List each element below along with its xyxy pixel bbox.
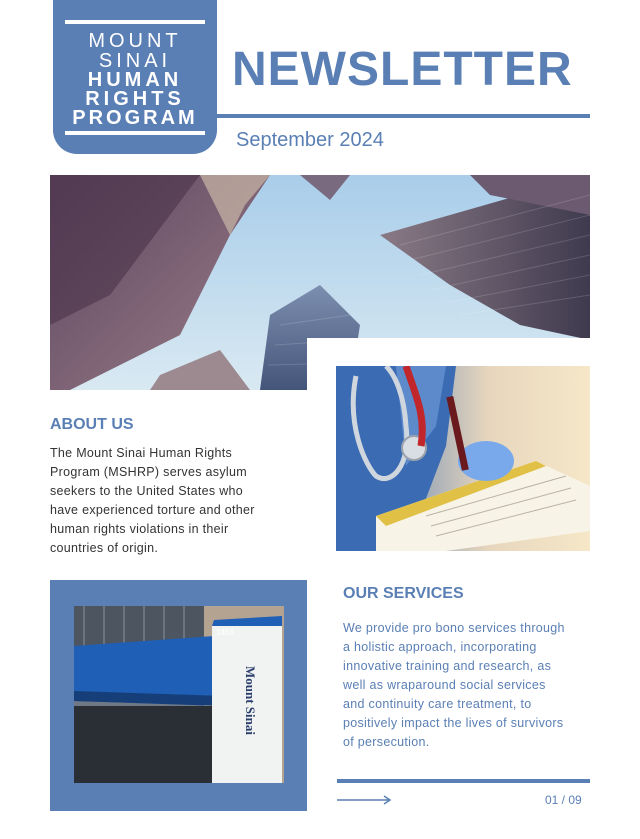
next-page-arrow-icon[interactable] bbox=[337, 795, 393, 805]
logo-line-program: PROGRAM bbox=[72, 107, 198, 129]
hospital-sign-number: 1468 bbox=[216, 628, 234, 637]
services-line: of persecution. bbox=[343, 735, 430, 749]
services-text bbox=[343, 619, 590, 752]
about-line: human rights violations in their bbox=[50, 522, 229, 536]
hospital-entrance-photo bbox=[74, 606, 284, 783]
doctor-clipboard-photo bbox=[336, 366, 590, 551]
services-line: We provide pro bono services through bbox=[343, 621, 565, 635]
hospital-sign-text: Mount Sinai bbox=[243, 666, 258, 735]
logo-line-human: HUMAN bbox=[87, 69, 183, 91]
services-line: innovative training and research, as bbox=[343, 659, 552, 673]
program-logo bbox=[53, 0, 217, 154]
page-number: 01 / 09 bbox=[545, 793, 582, 807]
title-rule bbox=[217, 114, 590, 118]
logo-frame-bottom bbox=[65, 131, 205, 135]
about-line: Program (MSHRP) serves asylum bbox=[50, 465, 247, 479]
logo-line-mount: MOUNT bbox=[88, 30, 182, 52]
about-line: The Mount Sinai Human Rights bbox=[50, 446, 233, 460]
about-line: countries of origin. bbox=[50, 541, 159, 555]
logo-frame-top bbox=[65, 20, 205, 24]
about-heading: ABOUT US bbox=[50, 416, 134, 433]
services-line: well as wraparound social services bbox=[343, 678, 546, 692]
services-line: and continuity care treatment, to bbox=[343, 697, 532, 711]
issue-date: September 2024 bbox=[236, 129, 384, 151]
logo-line-sinai: SINAI bbox=[98, 50, 172, 72]
newsletter-title: NEWSLETTER bbox=[232, 43, 573, 96]
about-line: have experienced torture and other bbox=[50, 503, 255, 517]
about-text bbox=[50, 444, 300, 558]
logo-line-rights: RIGHTS bbox=[85, 88, 185, 110]
footer-rule bbox=[337, 779, 590, 783]
services-line: positively impact the lives of survivors bbox=[343, 716, 564, 730]
about-line: seekers to the United States who bbox=[50, 484, 244, 498]
services-heading: OUR SERVICES bbox=[343, 585, 464, 602]
services-line: a holistic approach, incorporating bbox=[343, 640, 537, 654]
